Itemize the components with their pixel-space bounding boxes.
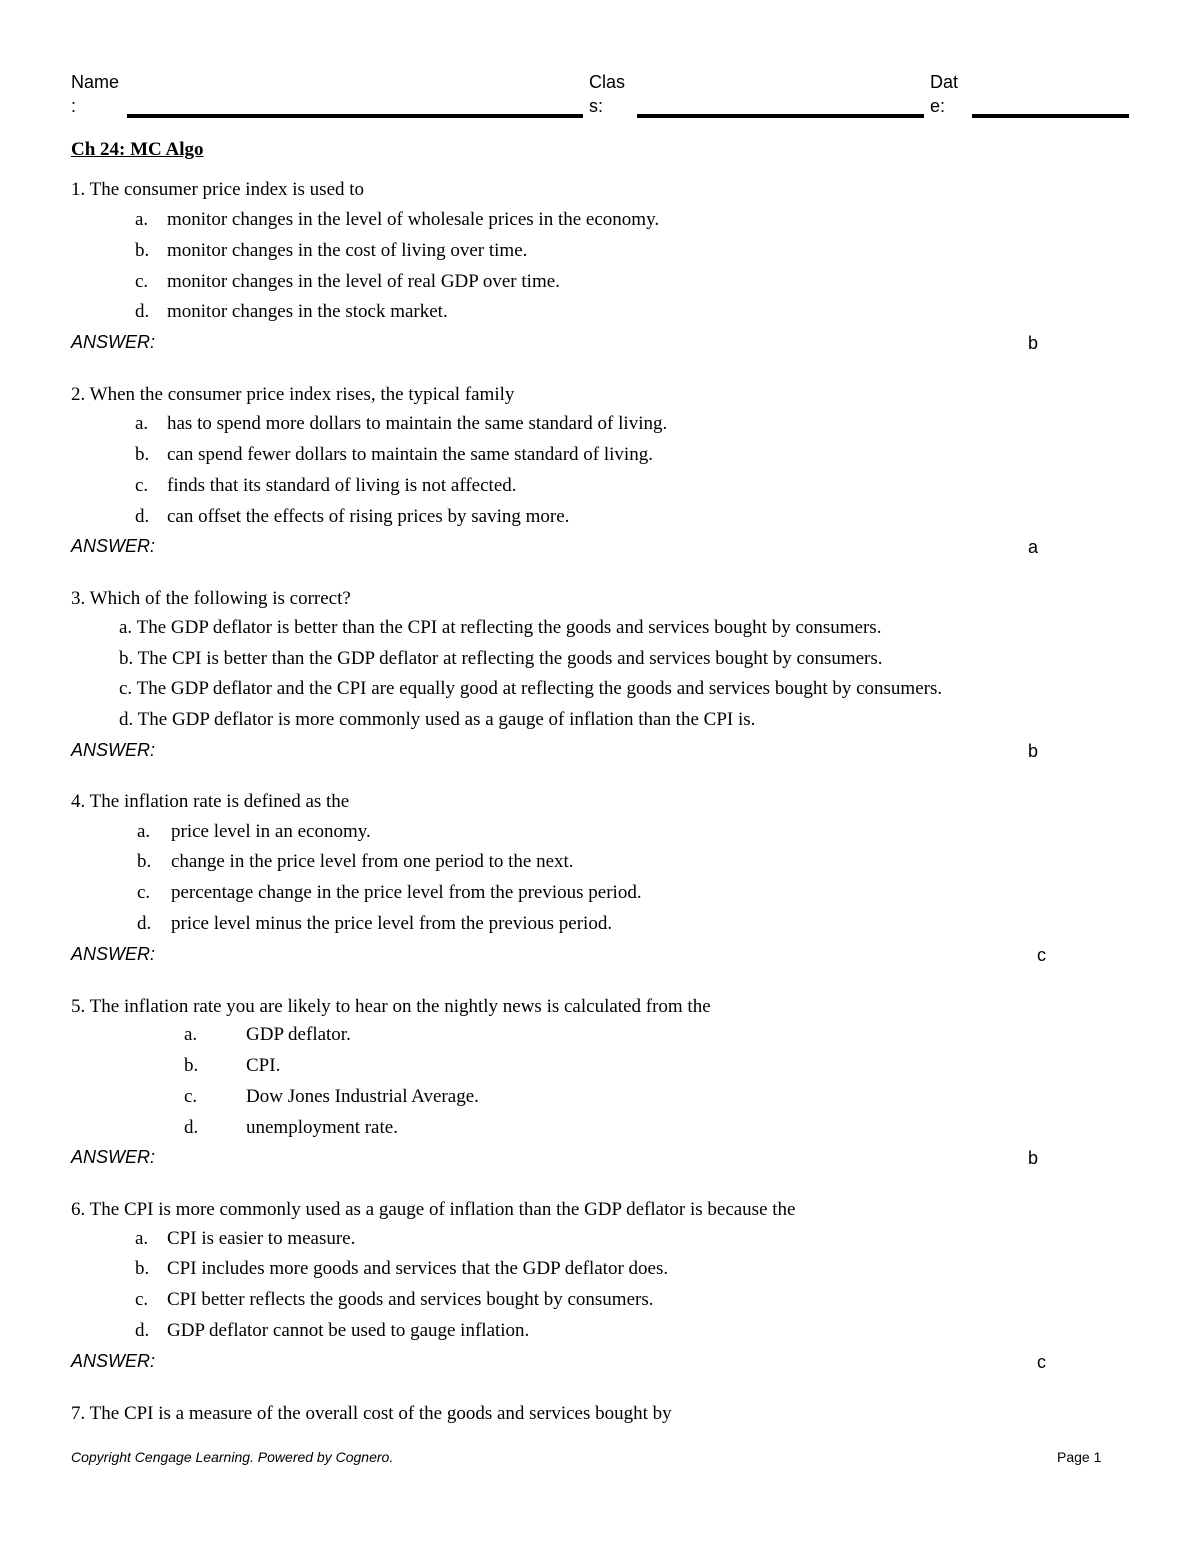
date-label-bottom: e: <box>930 96 946 116</box>
page-title: Ch 24: MC Algo <box>71 139 204 160</box>
option-text: d. The GDP deflator is more commonly used as a gauge of inflation than the CPI is. <box>119 709 756 730</box>
answer-label: ANSWER: <box>71 536 156 556</box>
option-text: Dow Jones Industrial Average. <box>246 1086 479 1107</box>
answer-label: ANSWER: <box>71 740 156 760</box>
option-letter: a. <box>135 1228 149 1249</box>
option-letter: c. <box>135 475 149 496</box>
option-text: GDP deflator cannot be used to gauge inflation. <box>167 1320 530 1341</box>
option-letter: c. <box>184 1086 198 1107</box>
option-text: a. The GDP deflator is better than the CPI at reflecting the goods and services bought by consumers. <box>119 617 882 638</box>
answer-value: b <box>1028 333 1039 353</box>
option-letter: a. <box>135 413 149 434</box>
option-text: unemployment rate. <box>246 1117 398 1138</box>
answer-label: ANSWER: <box>71 332 156 352</box>
option-text: b. The CPI is better than the GDP deflator at reflecting the goods and services bought by consumers. <box>119 648 883 669</box>
class-field-line[interactable] <box>637 114 924 118</box>
class-label-top: Clas <box>589 72 626 92</box>
option-text: monitor changes in the level of wholesale prices in the economy. <box>167 209 660 230</box>
option-text: can spend fewer dollars to maintain the same standard of living. <box>167 444 653 465</box>
question-stem: 4. The inflation rate is defined as the <box>71 791 350 812</box>
option-text: monitor changes in the stock market. <box>167 301 448 322</box>
answer-value: c <box>1037 1352 1046 1372</box>
name-label-bottom: : <box>71 96 77 116</box>
footer-copyright: Copyright Cengage Learning. Powered by Cognero. <box>71 1449 394 1465</box>
answer-value: a <box>1028 537 1039 557</box>
option-letter: d. <box>135 1320 150 1341</box>
class-label-bottom: s: <box>589 96 604 116</box>
name-label-top: Name <box>71 72 120 92</box>
answer-value: b <box>1028 741 1039 761</box>
answer-value: b <box>1028 1148 1039 1168</box>
answer-value: c <box>1037 945 1046 965</box>
option-text: GDP deflator. <box>246 1024 351 1045</box>
option-letter: b. <box>184 1055 199 1076</box>
option-text: percentage change in the price level from the previous period. <box>171 882 642 903</box>
option-letter: d. <box>135 506 150 527</box>
footer-page-number: Page 1 <box>1057 1449 1102 1465</box>
option-letter: a. <box>135 209 149 230</box>
option-letter: b. <box>135 1258 150 1279</box>
answer-label: ANSWER: <box>71 1351 156 1371</box>
option-letter: b. <box>135 240 150 261</box>
option-text: finds that its standard of living is not affected. <box>167 475 517 496</box>
option-letter: c. <box>137 882 151 903</box>
option-letter: a. <box>184 1024 198 1045</box>
option-text: CPI. <box>246 1055 281 1076</box>
option-text: price level minus the price level from the previous period. <box>171 913 613 934</box>
option-letter: c. <box>135 1289 149 1310</box>
answer-label: ANSWER: <box>71 944 156 964</box>
option-text: CPI is easier to measure. <box>167 1228 356 1249</box>
question-stem: 3. Which of the following is correct? <box>71 588 351 609</box>
option-text: can offset the effects of rising prices by saving more. <box>167 506 570 527</box>
option-letter: b. <box>135 444 150 465</box>
question-stem: 5. The inflation rate you are likely to hear on the nightly news is calculated from the <box>71 996 711 1017</box>
answer-label: ANSWER: <box>71 1147 156 1167</box>
date-field-line[interactable] <box>972 114 1129 118</box>
option-letter: b. <box>137 851 152 872</box>
option-letter: a. <box>137 821 151 842</box>
question-stem: 2. When the consumer price index rises, the typical family <box>71 384 515 405</box>
option-text: change in the price level from one period to the next. <box>171 851 574 872</box>
option-text: has to spend more dollars to maintain the same standard of living. <box>167 413 668 434</box>
question-stem: 7. The CPI is a measure of the overall cost of the goods and services bought by <box>71 1403 672 1424</box>
option-text: price level in an economy. <box>171 821 371 842</box>
date-label-top: Dat <box>930 72 959 92</box>
option-text: monitor changes in the cost of living over time. <box>167 240 528 261</box>
question-stem: 6. The CPI is more commonly used as a gauge of inflation than the GDP deflator is because the <box>71 1199 796 1220</box>
option-text: CPI includes more goods and services that the GDP deflator does. <box>167 1258 669 1279</box>
question-stem: 1. The consumer price index is used to <box>71 179 365 200</box>
option-text: monitor changes in the level of real GDP over time. <box>167 271 560 292</box>
option-text: c. The GDP deflator and the CPI are equally good at reflecting the goods and services bought by consumers. <box>119 678 943 699</box>
option-letter: c. <box>135 271 149 292</box>
option-letter: d. <box>184 1117 199 1138</box>
option-letter: d. <box>135 301 150 322</box>
option-text: CPI better reflects the goods and services bought by consumers. <box>167 1289 654 1310</box>
option-letter: d. <box>137 913 152 934</box>
name-field-line[interactable] <box>127 114 583 118</box>
